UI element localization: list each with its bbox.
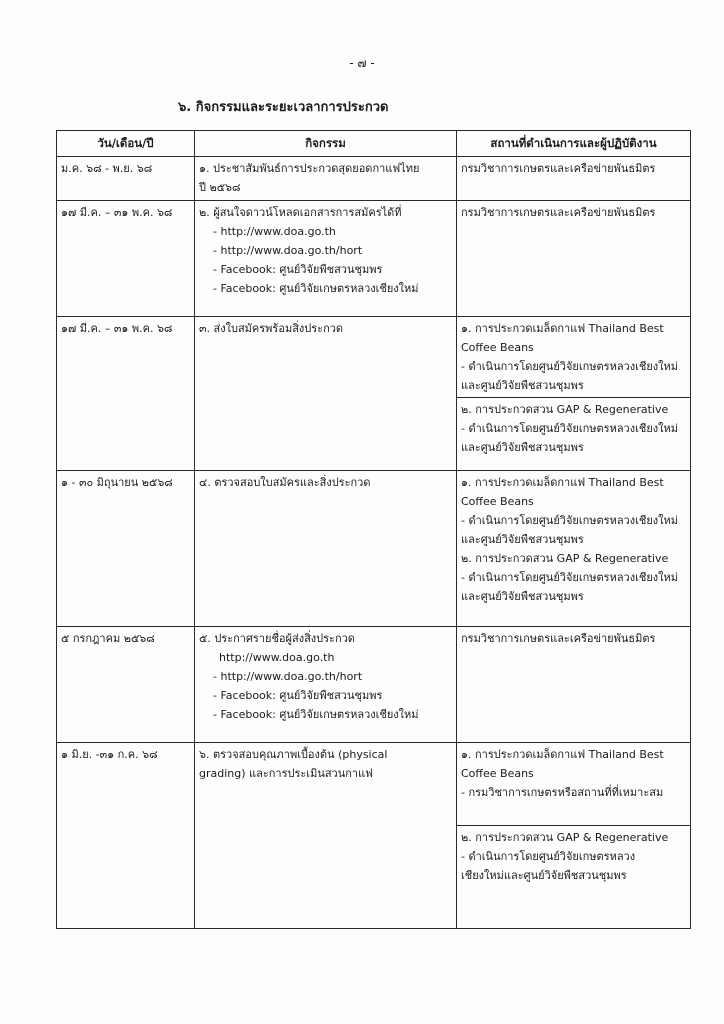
table-row: [57, 743, 691, 929]
schedule-table: [56, 130, 691, 929]
cell-activity: [195, 157, 457, 201]
activity-line: ๒. ผู้สนใจดาวน์โหลดเอกสารการสมัครได้ที่: [199, 206, 402, 219]
place-subsection: [457, 398, 690, 459]
place-line: ๒. การประกวดสวน GAP & Regenerative: [461, 552, 669, 565]
place-line: กรมวิชาการเกษตรและเครือข่ายพันธมิตร: [461, 162, 656, 175]
cell-place: [457, 157, 691, 201]
place-line: - ดำเนินการโดยศูนย์วิจัยเกษตรหลวง: [461, 850, 636, 863]
link-doa-hort[interactable]: - http://www.doa.go.th/hort: [213, 670, 363, 683]
place-line: ๒. การประกวดสวน GAP & Regenerative: [461, 831, 669, 844]
table-row: [57, 157, 691, 201]
place-line: และศูนย์วิจัยพืชสวนชุมพร: [461, 590, 584, 603]
place-subsection: [457, 319, 690, 398]
place-line: - ดำเนินการโดยศูนย์วิจัยเกษตรหลวงเชียงใหม่: [461, 422, 679, 435]
cell-place: [457, 201, 691, 317]
activity-line: ๖. ตรวจสอบคุณภาพเบื้องต้น (physical: [199, 748, 388, 761]
activity-line: ปี ๒๕๖๘: [199, 181, 241, 194]
table-row: [57, 201, 691, 317]
place-line: กรมวิชาการเกษตรและเครือข่ายพันธมิตร: [461, 632, 656, 645]
table-header-row: [57, 131, 691, 157]
header-place: สถานที่ดำเนินการและผู้ปฏิบัติงาน: [457, 131, 691, 157]
facebook-chumphon[interactable]: - Facebook: ศูนย์วิจัยพืชสวนชุมพร: [213, 263, 383, 276]
place-line: - ดำเนินการโดยศูนย์วิจัยเกษตรหลวงเชียงใหม่: [461, 514, 679, 527]
place-line: - กรมวิชาการเกษตรหรือสถานที่ที่เหมาะสม: [461, 786, 664, 799]
place-line: Coffee Beans: [461, 767, 534, 780]
section-title: ๖. กิจกรรมและระยะเวลาการประกวด: [178, 100, 389, 115]
place-line: ๑. การประกวดเมล็ดกาแฟ Thailand Best: [461, 322, 664, 335]
cell-activity: [195, 317, 457, 471]
cell-date: ๑๗ มี.ค. – ๓๑ พ.ค. ๖๘: [57, 317, 195, 471]
cell-date: ๕ กรกฎาคม ๒๕๖๘: [57, 627, 195, 743]
facebook-chiangmai[interactable]: - Facebook: ศูนย์วิจัยเกษตรหลวงเชียงใหม่: [213, 282, 419, 295]
place-line: Coffee Beans: [461, 495, 534, 508]
place-line: ๑. การประกวดเมล็ดกาแฟ Thailand Best: [461, 476, 664, 489]
place-line: และศูนย์วิจัยพืชสวนชุมพร: [461, 379, 584, 392]
cell-place: [457, 471, 691, 627]
place-line: และศูนย์วิจัยพืชสวนชุมพร: [461, 441, 584, 454]
table-row: [57, 317, 691, 471]
table-row: [57, 627, 691, 743]
cell-date: ม.ค. ๖๘ - พ.ย. ๖๘: [57, 157, 195, 201]
page-number: - ๗ -: [349, 56, 375, 70]
cell-date: ๑ มิ.ย. -๓๑ ก.ค. ๖๘: [57, 743, 195, 929]
cell-place: [457, 317, 691, 471]
header-date: วัน/เดือน/ปี: [57, 131, 195, 157]
cell-place: [457, 743, 691, 929]
place-line: เชียงใหม่และศูนย์วิจัยพืชสวนชุมพร: [461, 869, 627, 882]
cell-activity: [195, 201, 457, 317]
cell-date: ๑ - ๓๐ มิถุนายน ๒๕๖๘: [57, 471, 195, 627]
place-line: ๑. การประกวดเมล็ดกาแฟ Thailand Best: [461, 748, 664, 761]
place-subsection: [457, 745, 690, 826]
place-line: - ดำเนินการโดยศูนย์วิจัยเกษตรหลวงเชียงใหม่: [461, 571, 679, 584]
cell-activity: [195, 627, 457, 743]
place-line: ๒. การประกวดสวน GAP & Regenerative: [461, 403, 669, 416]
activity-line: ๕. ประกาศรายชื่อผู้ส่งสิ่งประกวด: [199, 632, 355, 645]
facebook-chiangmai[interactable]: - Facebook: ศูนย์วิจัยเกษตรหลวงเชียงใหม่: [213, 708, 419, 721]
table-row: [57, 471, 691, 627]
place-subsection: [457, 826, 690, 887]
cell-place: [457, 627, 691, 743]
header-activity: กิจกรรม: [195, 131, 457, 157]
facebook-chumphon[interactable]: - Facebook: ศูนย์วิจัยพืชสวนชุมพร: [213, 689, 383, 702]
place-line: และศูนย์วิจัยพืชสวนชุมพร: [461, 533, 584, 546]
activity-line: ๔. ตรวจสอบใบสมัครและสิ่งประกวด: [199, 476, 371, 489]
link-doa[interactable]: - http://www.doa.go.th: [213, 225, 336, 238]
place-line: กรมวิชาการเกษตรและเครือข่ายพันธมิตร: [461, 206, 656, 219]
place-line: - ดำเนินการโดยศูนย์วิจัยเกษตรหลวงเชียงใหม่: [461, 360, 679, 373]
activity-line: ๓. ส่งใบสมัครพร้อมสิ่งประกวด: [199, 322, 344, 335]
link-doa-hort[interactable]: - http://www.doa.go.th/hort: [213, 244, 363, 257]
activity-line: grading) และการประเมินสวนกาแฟ: [199, 767, 373, 780]
cell-activity: [195, 743, 457, 929]
activity-line: ๑. ประชาสัมพันธ์การประกวดสุดยอดกาแฟไทย: [199, 162, 420, 175]
cell-date: ๑๗ มี.ค. – ๓๑ พ.ค. ๖๘: [57, 201, 195, 317]
place-line: Coffee Beans: [461, 341, 534, 354]
link-doa[interactable]: http://www.doa.go.th: [219, 651, 335, 664]
cell-activity: [195, 471, 457, 627]
